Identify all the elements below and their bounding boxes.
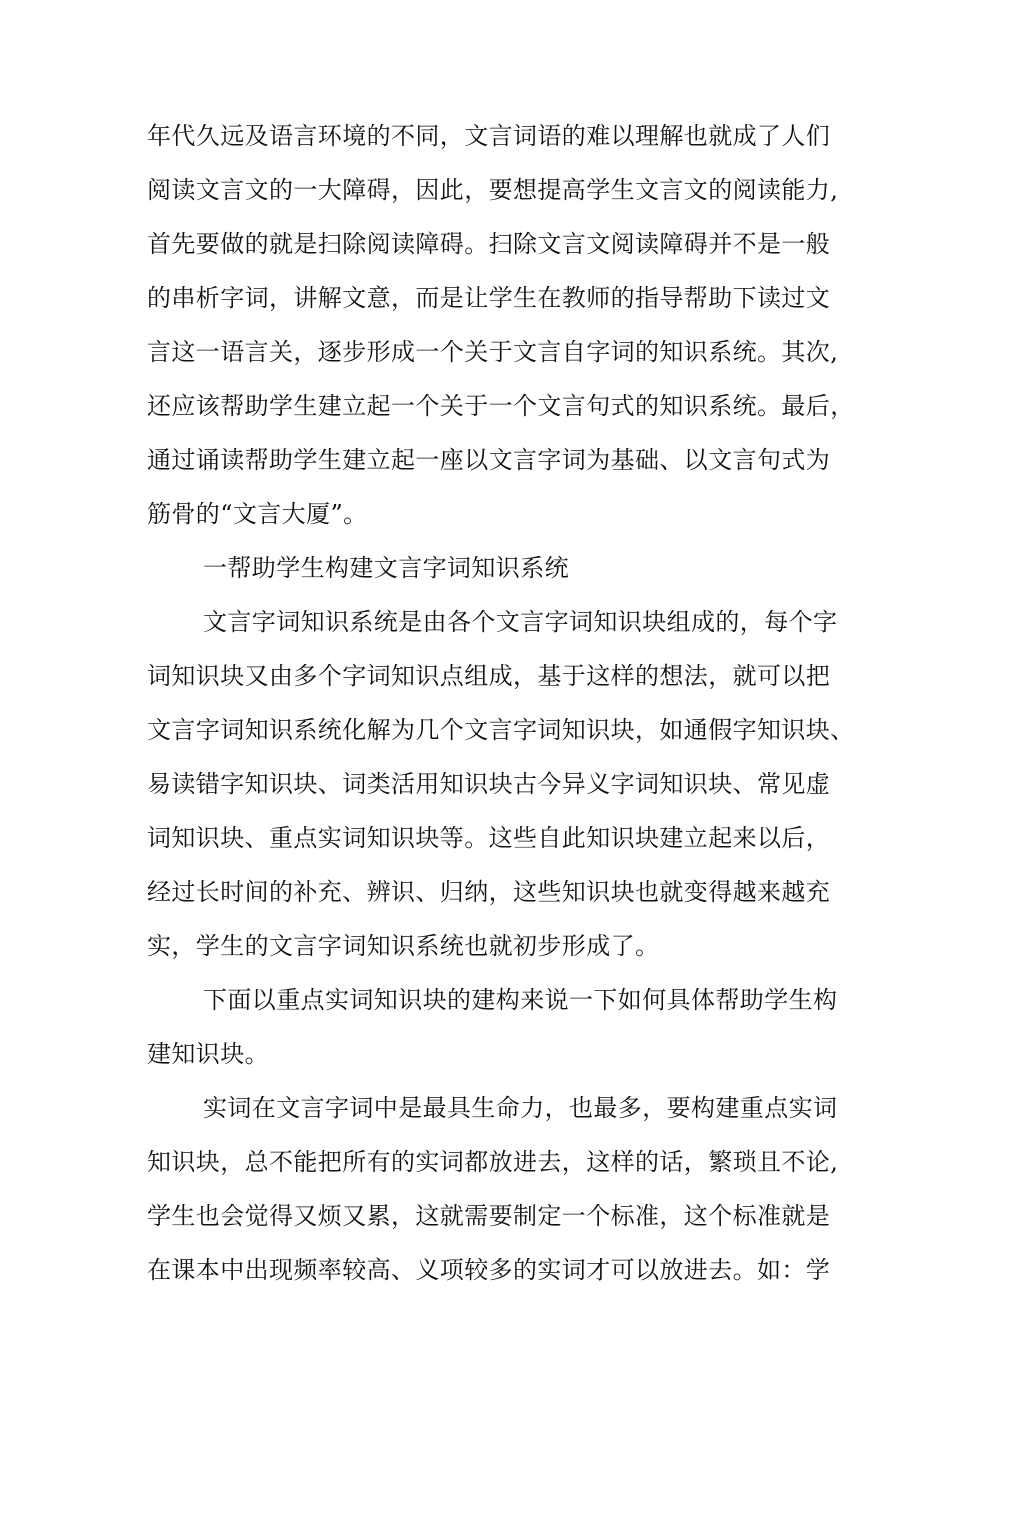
text-line: 阅读文言文的一大障碍，因此，要想提高学生文言文的阅读能力, xyxy=(147,176,839,204)
text-line: 筋骨的“文言大厦”。 xyxy=(147,500,368,528)
section-heading: 一帮助学生构建文言字词知识系统 xyxy=(203,554,569,582)
text-line: 还应该帮助学生建立起一个关于一个文言句式的知识系统。最后， xyxy=(147,392,855,420)
text-line: 经过长时间的补充、辨识、归纳，这些知识块也就变得越来越充 xyxy=(147,878,831,906)
text-line: 实词在文言字词中是最具生命力，也最多，要构建重点实词 xyxy=(203,1094,838,1122)
text-line: 易读错字知识块、词类活用知识块古今异义字词知识块、常见虚 xyxy=(147,770,831,798)
text-line: 学生也会觉得又烦又累，这就需要制定一个标准，这个标准就是 xyxy=(147,1202,831,1230)
text-line: 的串析字词，讲解文意，而是让学生在教师的指导帮助下读过文 xyxy=(147,284,831,312)
text-line: 首先要做的就是扫除阅读障碍。扫除文言文阅读障碍并不是一般 xyxy=(147,230,831,258)
text-line: 实，学生的文言字词知识系统也就初步形成了。 xyxy=(147,932,660,960)
text-line: 文言字词知识系统化解为几个文言字词知识块，如通假字知识块、 xyxy=(147,716,855,744)
body-text xyxy=(147,109,855,1297)
text-line: 通过诵读帮助学生建立起一座以文言字词为基础、以文言句式为 xyxy=(147,446,831,474)
text-line: 年代久远及语言环境的不同，文言词语的难以理解也就成了人们 xyxy=(147,122,831,150)
text-line: 知识块，总不能把所有的实词都放进去，这样的话，繁琐且不论, xyxy=(147,1148,839,1176)
text-line: 文言字词知识系统是由各个文言字词知识块组成的，每个字 xyxy=(203,608,838,636)
text-line: 词知识块、重点实词知识块等。这些自此知识块建立起来以后， xyxy=(147,824,831,852)
text-line: 建知识块。 xyxy=(147,1040,269,1068)
text-line: 言这一语言关，逐步形成一个关于文言自字词的知识系统。其次, xyxy=(147,338,839,366)
text-line: 在课本中出现频率较高、义项较多的实词才可以放进去。如：学 xyxy=(147,1256,831,1284)
text-line: 下面以重点实词知识块的建构来说一下如何具体帮助学生构 xyxy=(203,986,838,1014)
text-line: 词知识块又由多个字词知识点组成，基于这样的想法，就可以把 xyxy=(147,662,831,690)
